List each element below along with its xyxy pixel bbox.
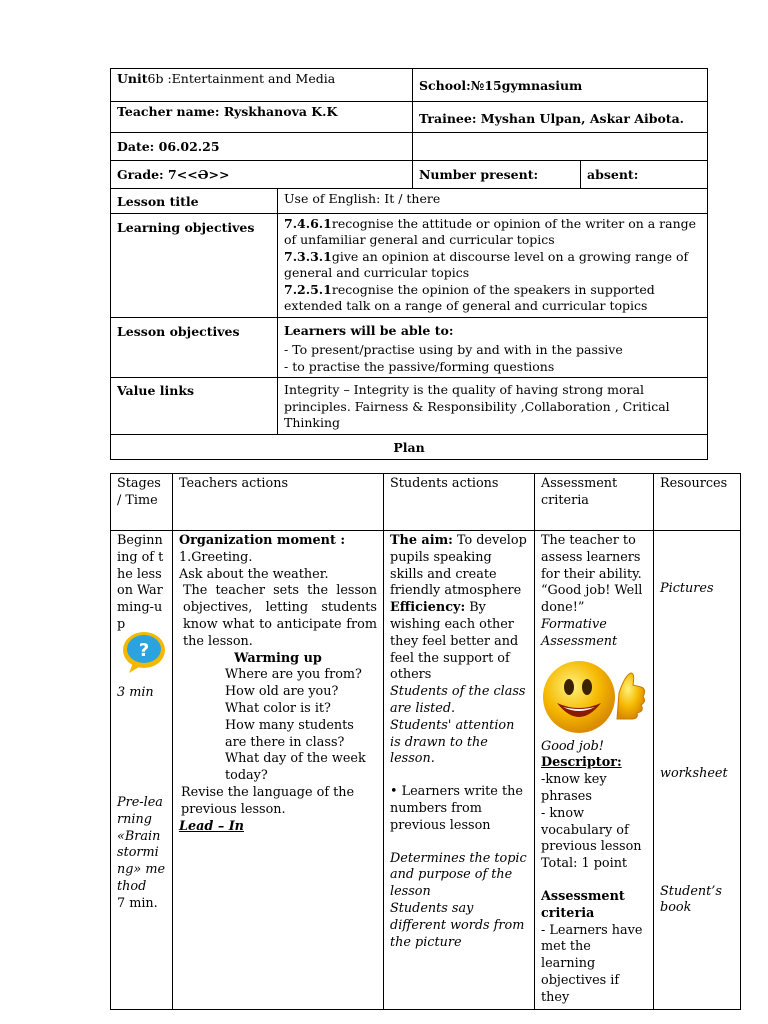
lesson-title-value-cell bbox=[278, 189, 708, 214]
empty-cell bbox=[413, 133, 708, 161]
stages-cell bbox=[111, 531, 173, 1010]
trainee-cell bbox=[413, 102, 708, 133]
header-stages: Stages / Time bbox=[111, 474, 173, 531]
teachers-cell: Organization moment : 1.Greeting. Ask about the weather. The teacher sets the lesson objectives, letting students know what to anticipate from the lesson. Warming up Where are you from? How old are you? What color is it? How many students are there in class? What day of the week today? Revise the language of the previous lesson. Lead – In bbox=[173, 531, 384, 1010]
lesson-title-value: Use of English: It / there bbox=[284, 191, 441, 206]
svg-text:?: ? bbox=[138, 640, 150, 661]
thumbs-up-smiley-icon bbox=[541, 655, 651, 739]
plan-label-cell bbox=[111, 435, 708, 460]
absent-cell bbox=[581, 161, 708, 189]
lead-in: Lead – In bbox=[179, 818, 244, 834]
lesson-title-label: Lesson title bbox=[117, 194, 199, 209]
unit-value: 6b :Entertainment and Media bbox=[147, 71, 336, 86]
grade-cell bbox=[111, 161, 413, 189]
school-cell bbox=[413, 69, 708, 102]
resources-cell bbox=[654, 531, 741, 1010]
learning-objectives-label-cell bbox=[111, 213, 278, 317]
header-table bbox=[110, 68, 708, 460]
objective-item: 7.4.6.1recognise the attitude or opinion of the writer on a range of unfamiliar general and curricular topics bbox=[284, 215, 697, 247]
warming-up-title: Warming up bbox=[234, 650, 322, 666]
resource-book: Student’s book bbox=[660, 883, 722, 916]
question-bubble-icon bbox=[121, 629, 167, 675]
value-links-label: Value links bbox=[117, 383, 195, 398]
absent: absent: bbox=[587, 167, 639, 182]
value-links-cell bbox=[278, 378, 708, 435]
lesson-objective-line: - to practise the passive/forming questions bbox=[284, 358, 555, 374]
stage-time-1: 3 min bbox=[117, 685, 154, 700]
assessment-cell: The teacher to assess learners for their ability. “Good job! Well done!” Formative Assessment Good job! Descriptor: -know key phrases - know vocabulary of previous lesson Total: 1 point Assessment criteria - Learners have met the learning objectives if they bbox=[535, 531, 654, 1010]
number-present: Number present: bbox=[419, 167, 539, 182]
header-teachers: Teachers actions bbox=[173, 474, 384, 531]
date: Date: 06.02.25 bbox=[117, 139, 220, 154]
objective-item: 7.3.3.1give an opinion at discourse level on a growing range of general and curricular topics bbox=[284, 248, 689, 280]
value-links-text: Integrity – Integrity is the quality of having strong moral principles. Fairness & Responsibility ,Collaboration , Critical Thinking bbox=[284, 382, 670, 430]
trainee: Trainee: Myshan Ulpan, Askar Aibota. bbox=[419, 111, 685, 126]
plan-label: Plan bbox=[393, 440, 425, 455]
lesson-objectives-heading: Learners will be able to: bbox=[284, 322, 454, 338]
value-links-label-cell bbox=[111, 378, 278, 435]
lesson-objectives-cell bbox=[278, 317, 708, 378]
school: School:№15gymnasium bbox=[419, 78, 583, 93]
assessment-criteria-title: Assessment criteria bbox=[541, 888, 625, 921]
teacher-cell bbox=[111, 102, 413, 133]
lesson-title-label-cell bbox=[111, 189, 278, 214]
lesson-objectives-label: Lesson objectives bbox=[117, 323, 240, 339]
lesson-objectives-label-cell bbox=[111, 317, 278, 378]
learning-objectives-label: Learning objectives bbox=[117, 219, 255, 235]
descriptor-label: Descriptor: bbox=[541, 755, 622, 771]
unit-cell bbox=[111, 69, 413, 102]
learning-objectives-cell bbox=[278, 213, 708, 317]
number-present-cell bbox=[413, 161, 581, 189]
header-resources: Resources bbox=[654, 474, 741, 531]
stage-time-2: 7 min. bbox=[117, 895, 158, 911]
resource-worksheet: worksheet bbox=[660, 765, 728, 781]
lesson-objective-line: - To present/practise using by and with in the passive bbox=[284, 342, 623, 357]
unit-label: Unit bbox=[117, 71, 148, 86]
grade: Grade: 7<<Ə>> bbox=[117, 167, 230, 182]
date-cell bbox=[111, 133, 413, 161]
resource-pictures: Pictures bbox=[660, 581, 714, 596]
header-assessment: Assessment criteria bbox=[535, 474, 654, 531]
plan-table bbox=[110, 473, 741, 1010]
stage-beginning: Beginning of the lesson Warming-up bbox=[117, 533, 164, 632]
org-title: Organization moment : bbox=[179, 533, 346, 548]
stage-pre-learning: Pre-learning «Brainstorming» method bbox=[117, 795, 166, 894]
students-cell: The aim: To develop pupils speaking skills and create friendly atmosphere Efficiency: By wishing each other they feel better and feel the support of others Students of the class are listed. Students' attention is drawn to the lesson. • Learners write the numbers from previous lesson Determines the topic and purpose of the lesson Students say different words from the picture bbox=[384, 531, 535, 1010]
objective-item: 7.2.5.1recognise the opinion of the speakers in supported extended talk on a range of general and curricular topics bbox=[284, 281, 655, 313]
teacher-name: Teacher name: Ryskhanova K.K bbox=[117, 104, 338, 119]
header-students: Students actions bbox=[384, 474, 535, 531]
